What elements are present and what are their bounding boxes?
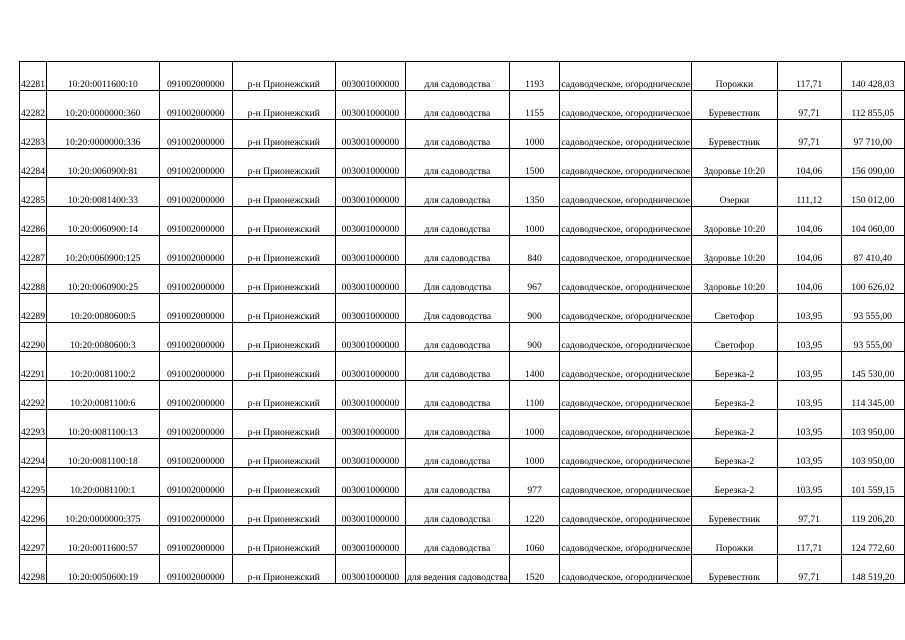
oktmo-code-cell: 091002000000 (159, 381, 232, 410)
area-cell: 1220 (509, 497, 560, 526)
rate-cell: 104,06 (777, 265, 841, 294)
oktmo-code-cell: 091002000000 (159, 526, 232, 555)
row-number-cell: 42288 (20, 265, 47, 294)
district-cell: р-н Прионежский (232, 120, 335, 149)
district-cell: р-н Прионежский (232, 439, 335, 468)
row-number-cell: 42298 (20, 555, 47, 584)
area-cell: 900 (509, 294, 560, 323)
rate-cell: 103,95 (777, 352, 841, 381)
category-cell: садоводческое, огородническое (560, 323, 692, 352)
table-row (20, 149, 905, 178)
usage-cell: для садоводства (406, 120, 510, 149)
area-cell: 1000 (509, 120, 560, 149)
code-cell: 003001000000 (335, 410, 405, 439)
usage-cell: для садоводства (406, 410, 510, 439)
location-cell: Порожки (692, 62, 778, 91)
category-cell: садоводческое, огородническое (560, 526, 692, 555)
oktmo-code-cell: 091002000000 (159, 294, 232, 323)
usage-cell: для садоводства (406, 497, 510, 526)
cadastral-number-cell: 10:20:0081100:1 (46, 468, 159, 497)
code-cell: 003001000000 (335, 526, 405, 555)
code-cell: 003001000000 (335, 497, 405, 526)
table-row (20, 323, 905, 352)
cadastral-number-cell: 10:20:0000000:360 (46, 91, 159, 120)
rate-cell: 104,06 (777, 236, 841, 265)
category-cell: садоводческое, огородническое (560, 410, 692, 439)
cadastral-number-cell: 10:20:0060900:14 (46, 207, 159, 236)
code-cell: 003001000000 (335, 62, 405, 91)
code-cell: 003001000000 (335, 555, 405, 584)
table-row (20, 265, 905, 294)
location-cell: Березка-2 (692, 439, 778, 468)
area-cell: 900 (509, 323, 560, 352)
row-number-cell: 42292 (20, 381, 47, 410)
cost-cell: 148 519,20 (841, 555, 904, 584)
usage-cell: для садоводства (406, 62, 510, 91)
category-cell: садоводческое, огородническое (560, 352, 692, 381)
cost-cell: 103 950,00 (841, 439, 904, 468)
area-cell: 1000 (509, 207, 560, 236)
cadastral-number-cell: 10:20:0081400:33 (46, 178, 159, 207)
location-cell: Буревестник (692, 91, 778, 120)
rate-cell: 103,95 (777, 323, 841, 352)
usage-cell: для садоводства (406, 526, 510, 555)
district-cell: р-н Прионежский (232, 352, 335, 381)
district-cell: р-н Прионежский (232, 526, 335, 555)
location-cell: Буревестник (692, 497, 778, 526)
area-cell: 967 (509, 265, 560, 294)
table-row (20, 294, 905, 323)
area-cell: 1350 (509, 178, 560, 207)
rate-cell: 117,71 (777, 526, 841, 555)
area-cell: 1000 (509, 410, 560, 439)
district-cell: р-н Прионежский (232, 91, 335, 120)
row-number-cell: 42293 (20, 410, 47, 439)
row-number-cell: 42289 (20, 294, 47, 323)
table-row (20, 410, 905, 439)
oktmo-code-cell: 091002000000 (159, 439, 232, 468)
location-cell: Здоровье 10:20 (692, 207, 778, 236)
oktmo-code-cell: 091002000000 (159, 236, 232, 265)
rate-cell: 97,71 (777, 555, 841, 584)
category-cell: садоводческое, огородническое (560, 439, 692, 468)
table-row (20, 62, 905, 91)
row-number-cell: 42296 (20, 497, 47, 526)
table-row (20, 439, 905, 468)
usage-cell: для садоводства (406, 381, 510, 410)
cost-cell: 104 060,00 (841, 207, 904, 236)
cadastral-number-cell: 10:20:0080600:3 (46, 323, 159, 352)
cost-cell: 124 772,60 (841, 526, 904, 555)
area-cell: 1520 (509, 555, 560, 584)
code-cell: 003001000000 (335, 236, 405, 265)
oktmo-code-cell: 091002000000 (159, 555, 232, 584)
district-cell: р-н Прионежский (232, 236, 335, 265)
cadastral-number-cell: 10:20:0000000:375 (46, 497, 159, 526)
code-cell: 003001000000 (335, 207, 405, 236)
location-cell: Здоровье 10:20 (692, 236, 778, 265)
oktmo-code-cell: 091002000000 (159, 120, 232, 149)
usage-cell: для садоводства (406, 91, 510, 120)
usage-cell: для садоводства (406, 207, 510, 236)
area-cell: 1155 (509, 91, 560, 120)
cadastral-number-cell: 10:20:0060900:25 (46, 265, 159, 294)
oktmo-code-cell: 091002000000 (159, 323, 232, 352)
cost-cell: 145 530,00 (841, 352, 904, 381)
table-row (20, 91, 905, 120)
location-cell: Березка-2 (692, 381, 778, 410)
rate-cell: 117,71 (777, 62, 841, 91)
cost-cell: 114 345,00 (841, 381, 904, 410)
cost-cell: 93 555,00 (841, 294, 904, 323)
cadastral-number-cell: 10:20:0081100:6 (46, 381, 159, 410)
district-cell: р-н Прионежский (232, 468, 335, 497)
row-number-cell: 42281 (20, 62, 47, 91)
district-cell: р-н Прионежский (232, 294, 335, 323)
code-cell: 003001000000 (335, 352, 405, 381)
location-cell: Светофор (692, 294, 778, 323)
usage-cell: Для садоводства (406, 265, 510, 294)
row-number-cell: 42291 (20, 352, 47, 381)
cost-cell: 93 555,00 (841, 323, 904, 352)
area-cell: 1060 (509, 526, 560, 555)
district-cell: р-н Прионежский (232, 381, 335, 410)
code-cell: 003001000000 (335, 381, 405, 410)
category-cell: садоводческое, огородническое (560, 555, 692, 584)
category-cell: садоводческое, огородническое (560, 468, 692, 497)
usage-cell: для садоводства (406, 323, 510, 352)
rate-cell: 104,06 (777, 207, 841, 236)
usage-cell: для садоводства (406, 439, 510, 468)
cadastral-number-cell: 10:20:0000000:336 (46, 120, 159, 149)
rate-cell: 104,06 (777, 149, 841, 178)
cadastral-number-cell: 10:20:0081100:2 (46, 352, 159, 381)
row-number-cell: 42290 (20, 323, 47, 352)
rate-cell: 97,71 (777, 91, 841, 120)
parcel-table (19, 61, 905, 584)
oktmo-code-cell: 091002000000 (159, 91, 232, 120)
usage-cell: для ведения садоводства (406, 555, 510, 584)
cadastral-number-cell: 10:20:0060900:125 (46, 236, 159, 265)
district-cell: р-н Прионежский (232, 323, 335, 352)
category-cell: садоводческое, огородническое (560, 381, 692, 410)
location-cell: Березка-2 (692, 352, 778, 381)
district-cell: р-н Прионежский (232, 265, 335, 294)
rate-cell: 103,95 (777, 294, 841, 323)
row-number-cell: 42285 (20, 178, 47, 207)
area-cell: 840 (509, 236, 560, 265)
cost-cell: 100 626,02 (841, 265, 904, 294)
code-cell: 003001000000 (335, 149, 405, 178)
oktmo-code-cell: 091002000000 (159, 497, 232, 526)
district-cell: р-н Прионежский (232, 410, 335, 439)
district-cell: р-н Прионежский (232, 555, 335, 584)
cost-cell: 101 559,15 (841, 468, 904, 497)
row-number-cell: 42284 (20, 149, 47, 178)
category-cell: садоводческое, огородническое (560, 294, 692, 323)
category-cell: садоводческое, огородническое (560, 236, 692, 265)
rate-cell: 97,71 (777, 497, 841, 526)
area-cell: 1500 (509, 149, 560, 178)
cadastral-number-cell: 10:20:0050600:19 (46, 555, 159, 584)
usage-cell: для садоводства (406, 352, 510, 381)
table-row (20, 497, 905, 526)
rate-cell: 103,95 (777, 381, 841, 410)
area-cell: 1100 (509, 381, 560, 410)
category-cell: садоводческое, огородническое (560, 178, 692, 207)
table-row (20, 120, 905, 149)
oktmo-code-cell: 091002000000 (159, 149, 232, 178)
cost-cell: 97 710,00 (841, 120, 904, 149)
cost-cell: 156 090,00 (841, 149, 904, 178)
category-cell: садоводческое, огородническое (560, 265, 692, 294)
category-cell: садоводческое, огородническое (560, 207, 692, 236)
area-cell: 1000 (509, 439, 560, 468)
row-number-cell: 42286 (20, 207, 47, 236)
table-row (20, 468, 905, 497)
cadastral-number-cell: 10:20:0011600:57 (46, 526, 159, 555)
rate-cell: 111,12 (777, 178, 841, 207)
usage-cell: для садоводства (406, 236, 510, 265)
usage-cell: Для садоводства (406, 294, 510, 323)
district-cell: р-н Прионежский (232, 149, 335, 178)
code-cell: 003001000000 (335, 468, 405, 497)
row-number-cell: 42297 (20, 526, 47, 555)
district-cell: р-н Прионежский (232, 207, 335, 236)
table-row (20, 236, 905, 265)
location-cell: Здоровье 10:20 (692, 149, 778, 178)
location-cell: Буревестник (692, 555, 778, 584)
row-number-cell: 42283 (20, 120, 47, 149)
code-cell: 003001000000 (335, 178, 405, 207)
area-cell: 1193 (509, 62, 560, 91)
district-cell: р-н Прионежский (232, 178, 335, 207)
row-number-cell: 42294 (20, 439, 47, 468)
category-cell: садоводческое, огородническое (560, 497, 692, 526)
category-cell: садоводческое, огородническое (560, 62, 692, 91)
district-cell: р-н Прионежский (232, 497, 335, 526)
cost-cell: 119 206,20 (841, 497, 904, 526)
cost-cell: 87 410,40 (841, 236, 904, 265)
oktmo-code-cell: 091002000000 (159, 468, 232, 497)
row-number-cell: 42282 (20, 91, 47, 120)
area-cell: 977 (509, 468, 560, 497)
category-cell: садоводческое, огородническое (560, 120, 692, 149)
rate-cell: 97,71 (777, 120, 841, 149)
location-cell: Светофор (692, 323, 778, 352)
cadastral-number-cell: 10:20:0080600:5 (46, 294, 159, 323)
district-cell: р-н Прионежский (232, 62, 335, 91)
code-cell: 003001000000 (335, 323, 405, 352)
table-body (20, 62, 905, 584)
category-cell: садоводческое, огородническое (560, 149, 692, 178)
row-number-cell: 42295 (20, 468, 47, 497)
location-cell: Здоровье 10:20 (692, 265, 778, 294)
code-cell: 003001000000 (335, 120, 405, 149)
area-cell: 1400 (509, 352, 560, 381)
location-cell: Буревестник (692, 120, 778, 149)
oktmo-code-cell: 091002000000 (159, 62, 232, 91)
location-cell: Порожки (692, 526, 778, 555)
code-cell: 003001000000 (335, 294, 405, 323)
cadastral-number-cell: 10:20:0081100:13 (46, 410, 159, 439)
usage-cell: для садоводства (406, 468, 510, 497)
location-cell: Березка-2 (692, 468, 778, 497)
oktmo-code-cell: 091002000000 (159, 352, 232, 381)
table-row (20, 526, 905, 555)
cost-cell: 103 950,00 (841, 410, 904, 439)
usage-cell: для садоводства (406, 178, 510, 207)
table-row (20, 555, 905, 584)
rate-cell: 103,95 (777, 439, 841, 468)
code-cell: 003001000000 (335, 265, 405, 294)
rate-cell: 103,95 (777, 410, 841, 439)
oktmo-code-cell: 091002000000 (159, 207, 232, 236)
row-number-cell: 42287 (20, 236, 47, 265)
oktmo-code-cell: 091002000000 (159, 178, 232, 207)
cadastral-number-cell: 10:20:0081100:18 (46, 439, 159, 468)
cadastral-number-cell: 10:20:0011600:10 (46, 62, 159, 91)
cadastral-number-cell: 10:20:0060900:81 (46, 149, 159, 178)
location-cell: Березка-2 (692, 410, 778, 439)
category-cell: садоводческое, огородническое (560, 91, 692, 120)
cost-cell: 112 855,05 (841, 91, 904, 120)
cost-cell: 150 012,00 (841, 178, 904, 207)
table-row (20, 352, 905, 381)
table-row (20, 207, 905, 236)
usage-cell: для садоводства (406, 149, 510, 178)
code-cell: 003001000000 (335, 439, 405, 468)
location-cell: Озерки (692, 178, 778, 207)
cost-cell: 140 428,03 (841, 62, 904, 91)
oktmo-code-cell: 091002000000 (159, 265, 232, 294)
oktmo-code-cell: 091002000000 (159, 410, 232, 439)
code-cell: 003001000000 (335, 91, 405, 120)
rate-cell: 103,95 (777, 468, 841, 497)
table-row (20, 178, 905, 207)
table-row (20, 381, 905, 410)
